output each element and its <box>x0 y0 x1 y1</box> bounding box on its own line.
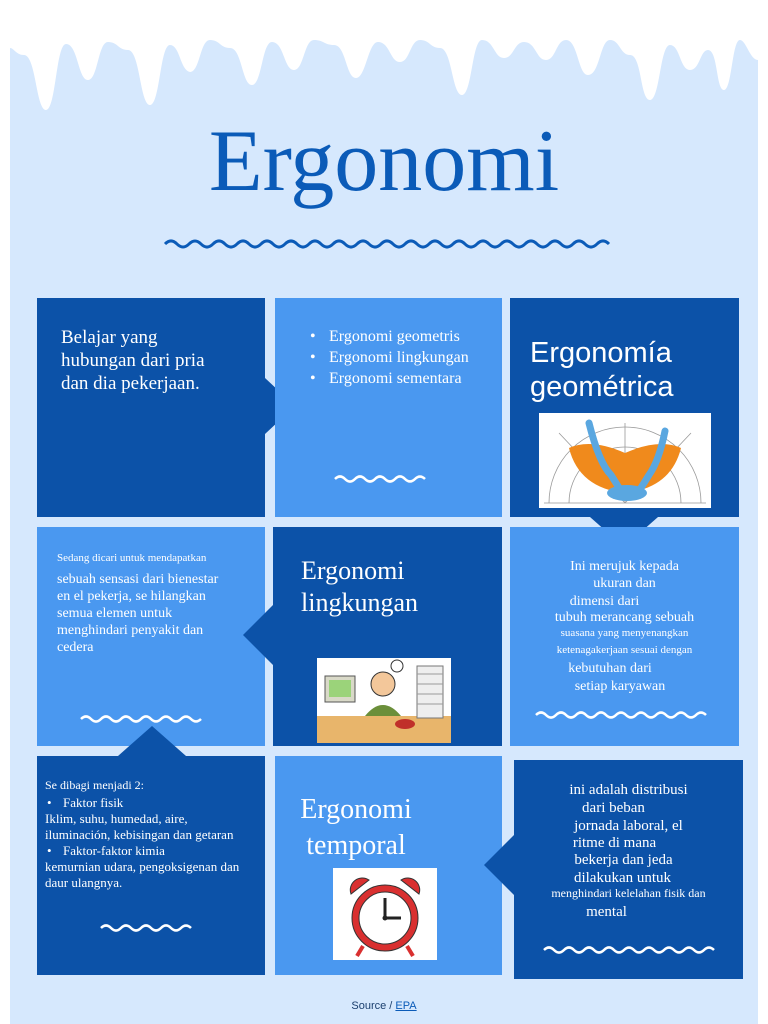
tile-wave <box>79 713 209 725</box>
arrow-left <box>243 605 273 665</box>
desc-line: menghindari kelelahan fisik dan <box>551 886 706 900</box>
temporal-heading: Ergonomi temporal <box>300 794 412 861</box>
desc-line: ukuran dan <box>593 576 656 591</box>
desc-line: kebutuhan dari <box>568 661 652 676</box>
tile-definition <box>37 298 265 517</box>
source-link[interactable]: EPA <box>395 1000 417 1012</box>
environment-description-text: sebuah sensasi dari bienestar en el pekerja, se hilangkan semua elemen untuk menghindari penyakit dan cedera <box>57 572 219 655</box>
tile-wave <box>333 473 433 485</box>
source-label: Source <box>351 1000 387 1012</box>
geometric-heading: Ergonomía geométrica <box>530 337 674 403</box>
desc-line: ini adalah distribusi <box>569 782 688 798</box>
alarm-clock-icon <box>333 868 437 960</box>
tile-temporal-description <box>514 760 743 979</box>
list-item: • Ergonomi sementara <box>307 368 482 389</box>
desc-line: dari beban <box>582 800 645 816</box>
tile-wave <box>534 709 714 721</box>
desc-line: mental <box>586 904 627 920</box>
tile-wave <box>99 922 199 934</box>
tile-temporal <box>275 756 502 975</box>
tile-environment <box>273 527 502 746</box>
tile-environment-factors <box>37 756 265 975</box>
factor-physical-label: Faktor fisik <box>63 795 124 810</box>
footer-source <box>0 1000 768 1012</box>
desc-line: ritme di mana <box>572 835 657 851</box>
arrow-up <box>118 726 186 756</box>
factor-chemical-text: kemurnian udara, pengoksigenan dan daur ulangnya. <box>45 859 240 890</box>
tile-types-list <box>275 298 502 517</box>
tile-geometric <box>510 298 739 517</box>
drip-decoration <box>10 0 758 120</box>
types-list <box>307 326 482 389</box>
factor-chemical-label: Faktor-faktor kimia <box>63 843 165 858</box>
factor-bullet: • Faktor-faktor kimia <box>47 843 165 858</box>
small-intro-text: Sedang dicari untuk mendapatkan <box>57 552 207 564</box>
desc-line: Ini merujuk kepada <box>570 559 679 574</box>
list-item: • Ergonomi geometris <box>307 326 482 347</box>
desc-line: jornada laboral, el <box>574 818 683 834</box>
desc-line: dimensi dari <box>569 594 640 609</box>
desc-line: setiap karyawan <box>574 679 666 694</box>
stressed-office-worker-icon <box>317 658 451 743</box>
desc-line: tubuh merancang sebuah <box>554 610 695 625</box>
factor-bullet: • Faktor fisik <box>47 795 124 810</box>
tile-environment-description <box>37 527 265 746</box>
tile-wave <box>542 944 722 956</box>
tile-geometric-description <box>510 527 739 746</box>
ergonomic-body-diagram-icon <box>539 413 711 508</box>
desc-line: ketenagakerjaan sesuai dengan <box>556 644 693 656</box>
environment-heading: Ergonomi lingkungan <box>301 556 418 617</box>
definition-text: Belajar yang hubungan dari pria dan dia pekerjaan. <box>61 327 205 394</box>
source-separator: / <box>389 1000 393 1012</box>
page-title: Ergonomi <box>208 113 560 210</box>
factor-physical-text: Iklim, suhu, humedad, aire, iluminación, kebisingan dan getaran <box>45 811 234 842</box>
factors-intro: Se dibagi menjadi 2: <box>45 778 144 792</box>
desc-line: bekerja dan jeda <box>574 852 673 868</box>
title-wave-underline <box>163 237 613 251</box>
desc-line: suasana yang menyenangkan <box>560 627 689 639</box>
list-item: • Ergonomi lingkungan <box>307 347 482 368</box>
factors-content <box>45 795 257 891</box>
desc-line: dilakukan untuk <box>573 870 672 886</box>
